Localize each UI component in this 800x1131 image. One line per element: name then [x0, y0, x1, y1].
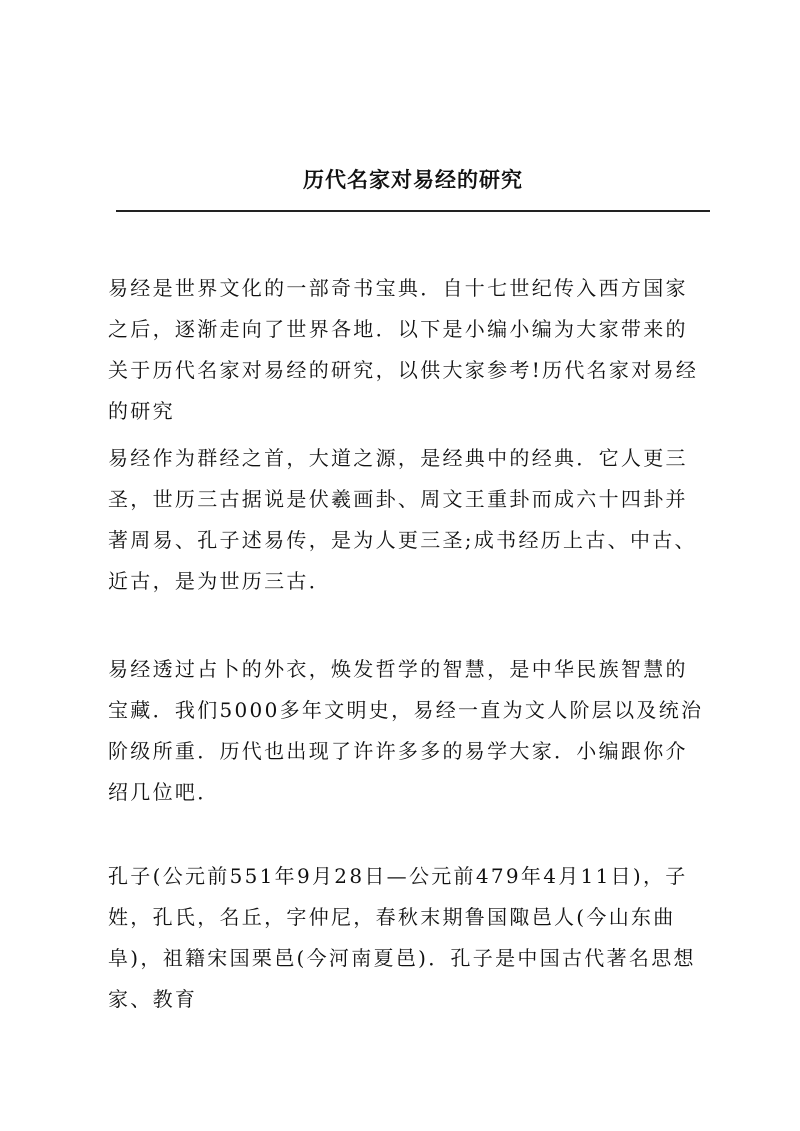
paragraph-confucius: 孔子(公元前551年9月28日—公元前479年4月11日)，子姓，孔氏，名丘，字仲尼，春秋末期鲁国陬邑人(今山东曲阜)，祖籍宋国栗邑(今河南夏邑)．孔子是中国古代著名思想家、教育 [108, 864, 696, 1011]
paragraph-wisdom: 易经透过占卜的外衣，焕发哲学的智慧，是中华民族智慧的宝藏．我们5000多年文明史，易经一直为文人阶层以及统治阶级所重．历代也出现了许许多多的易学大家．小编跟你介绍几位吧． [108, 657, 704, 804]
document-title: 历代名家对易经的研究 [303, 168, 523, 192]
paragraph-classic: 易经作为群经之首，大道之源，是经典中的经典．它人更三圣，世历三古据说是伏羲画卦、周文王重卦而成六十四卦并著周易、孔子述易传，是为人更三圣;成书经历上古、中古、近古，是为世历三古． [108, 446, 697, 593]
title-divider [116, 210, 710, 212]
paragraph-intro: 易经是世界文化的一部奇书宝典．自十七世纪传入西方国家之后，逐渐走向了世界各地．以下是小编小编为大家带来的关于历代名家对易经的研究，以供大家参考!历代名家对易经的研究 [108, 276, 699, 423]
